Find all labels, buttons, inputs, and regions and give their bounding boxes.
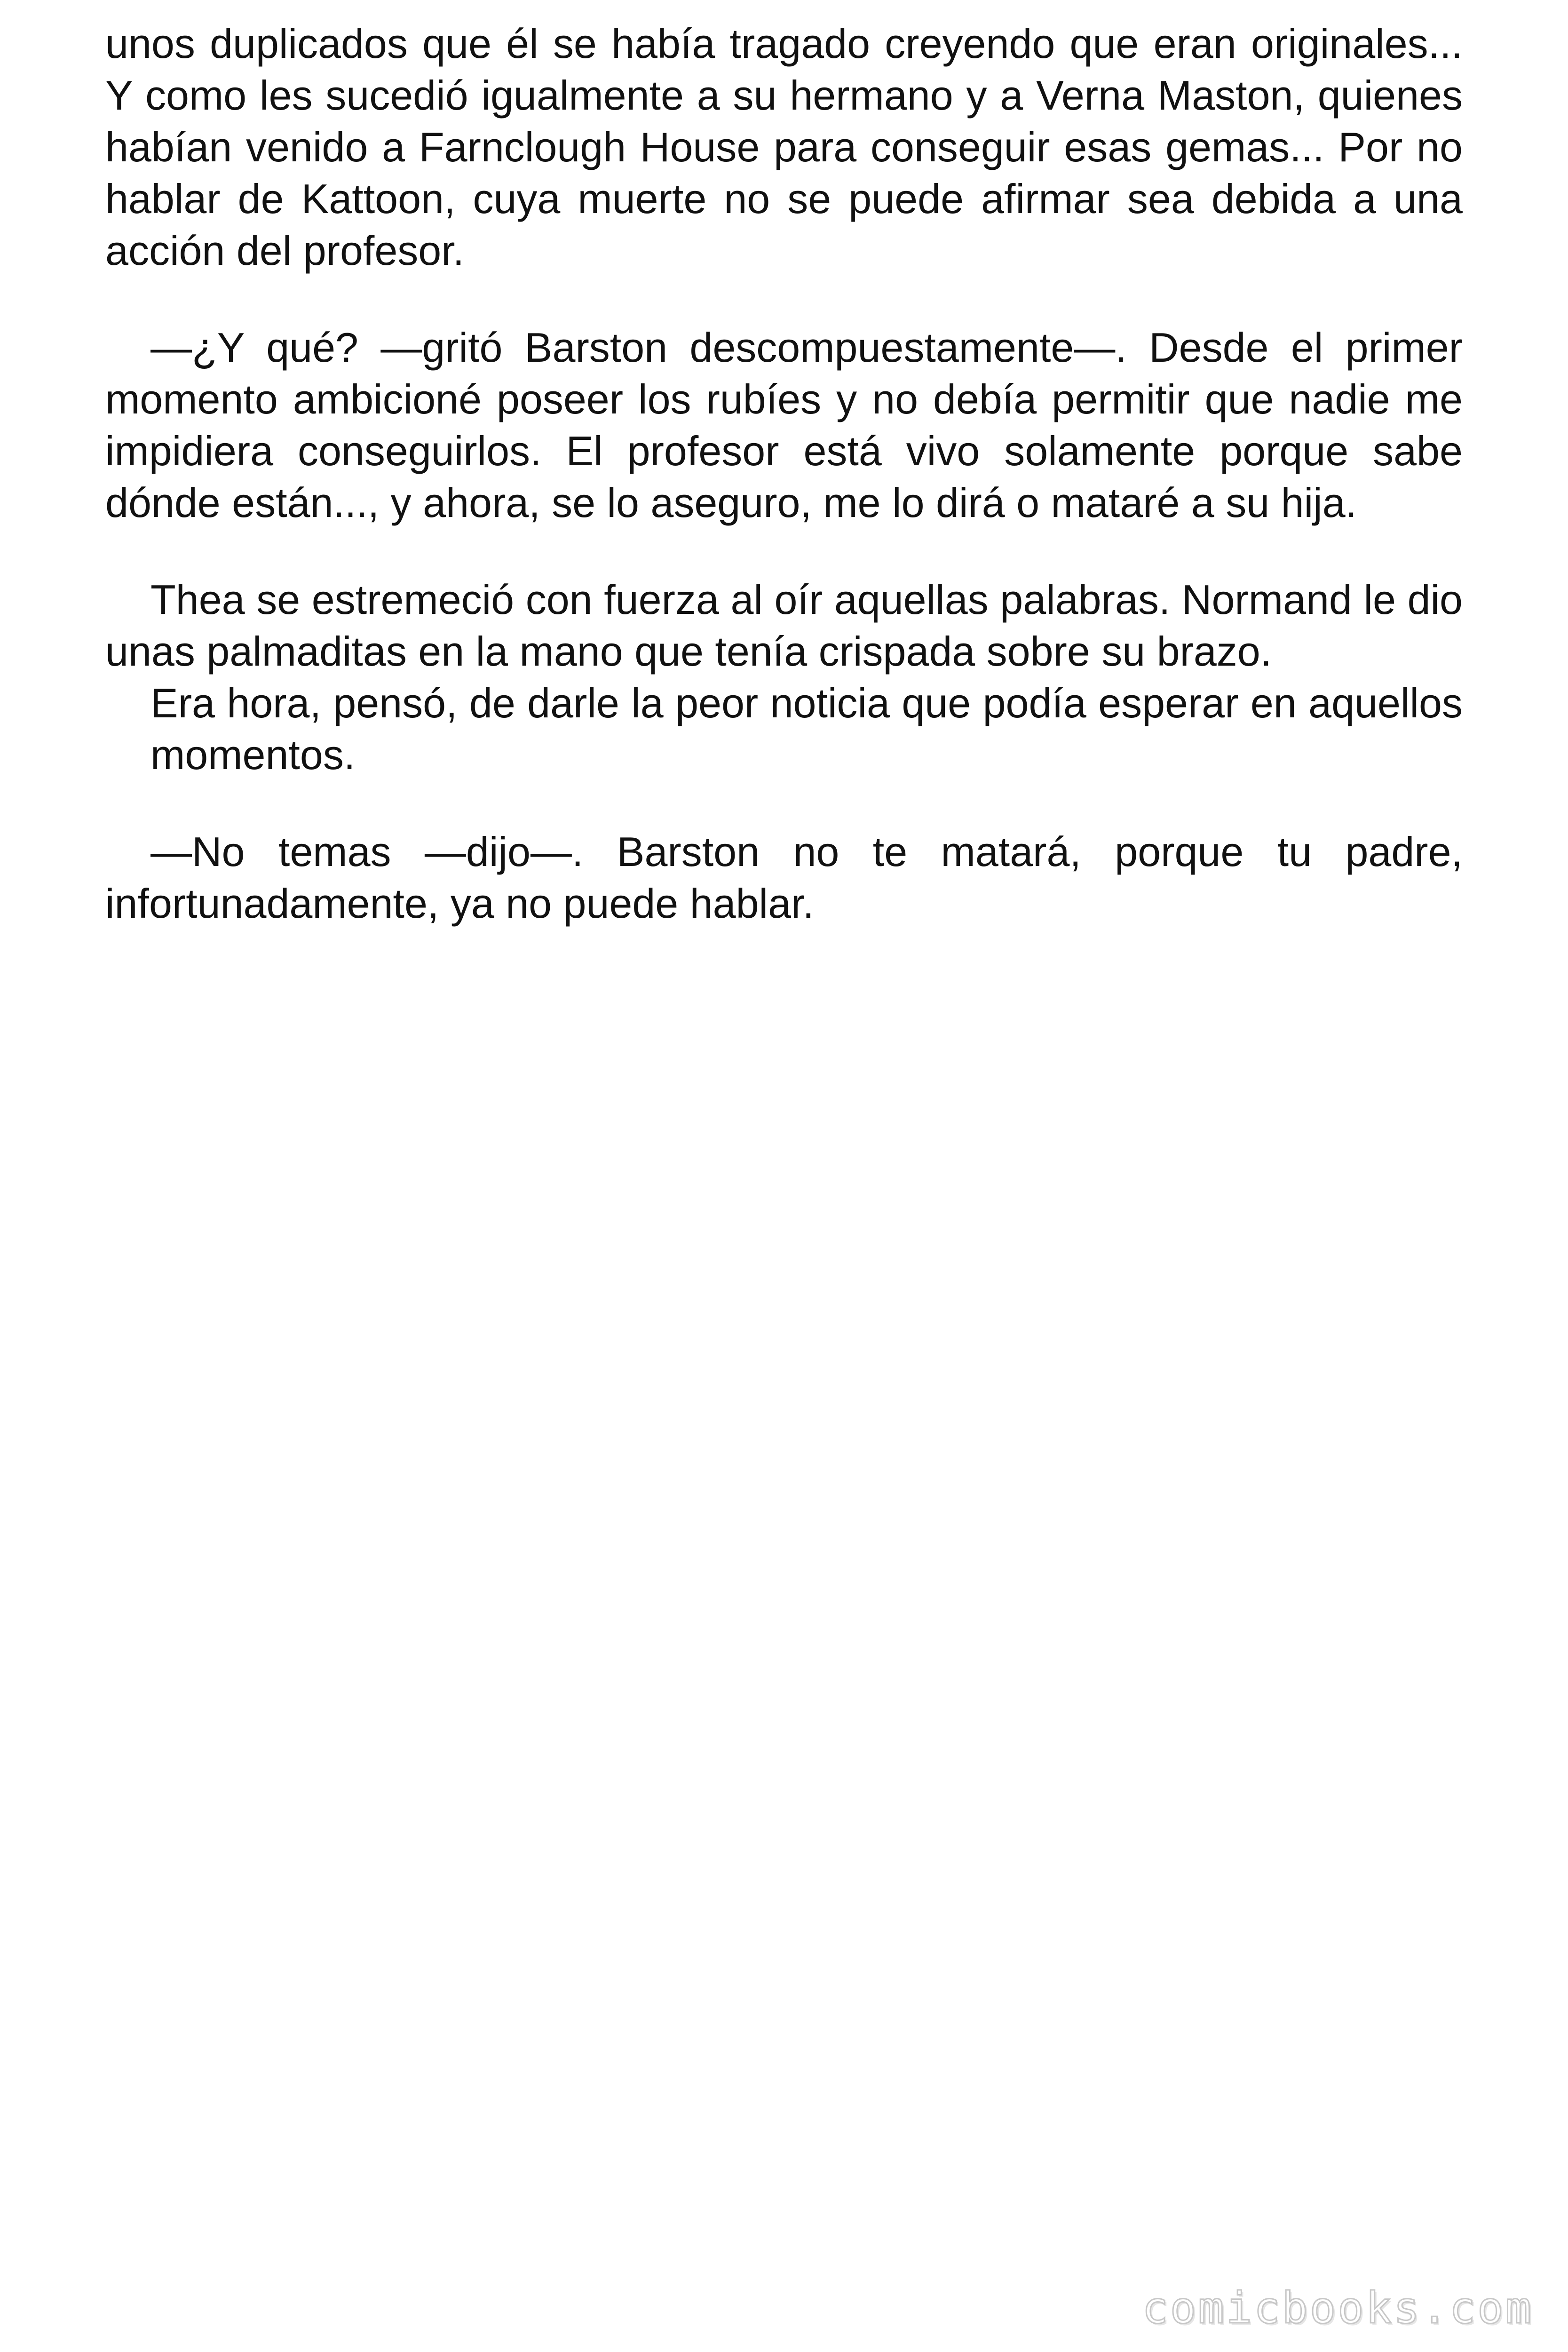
paragraph-5: —No temas —dijo—. Barston no te matará, porque tu padre, infortunadamente, ya no puede hablar.	[105, 828, 1463, 927]
paragraph-4: Era hora, pensó, de darle la peor noticia que podía esperar en aquellos momentos.	[150, 680, 1463, 778]
page-body	[105, 18, 1463, 975]
paragraph-2: —¿Y qué? —gritó Barston descompuestamente—. Desde el primer momento ambicioné poseer los rubíes y no debía permitir que nadie me impidiera conseguirlos. El profesor está vivo solamente porque sabe dónde están..., y ahora, se lo aseguro, me lo dirá o mataré a su hija.	[105, 324, 1463, 526]
watermark-logo: comicbooks.com	[1142, 2283, 1533, 2333]
paragraph-1: unos duplicados que él se había tragado creyendo que eran originales... Y como les sucedió igualmente a su hermano y a Verna Maston, quienes habían venido a Farnclough House para conseguir esas gemas... Por no hablar de Kattoon, cuya muerte no se puede afirmar sea debida a una acción del profesor.	[105, 20, 1463, 274]
paragraph-3: Thea se estremeció con fuerza al oír aquellas palabras. Normand le dio unas palmaditas en la mano que tenía crispada sobre su brazo.	[105, 576, 1463, 675]
